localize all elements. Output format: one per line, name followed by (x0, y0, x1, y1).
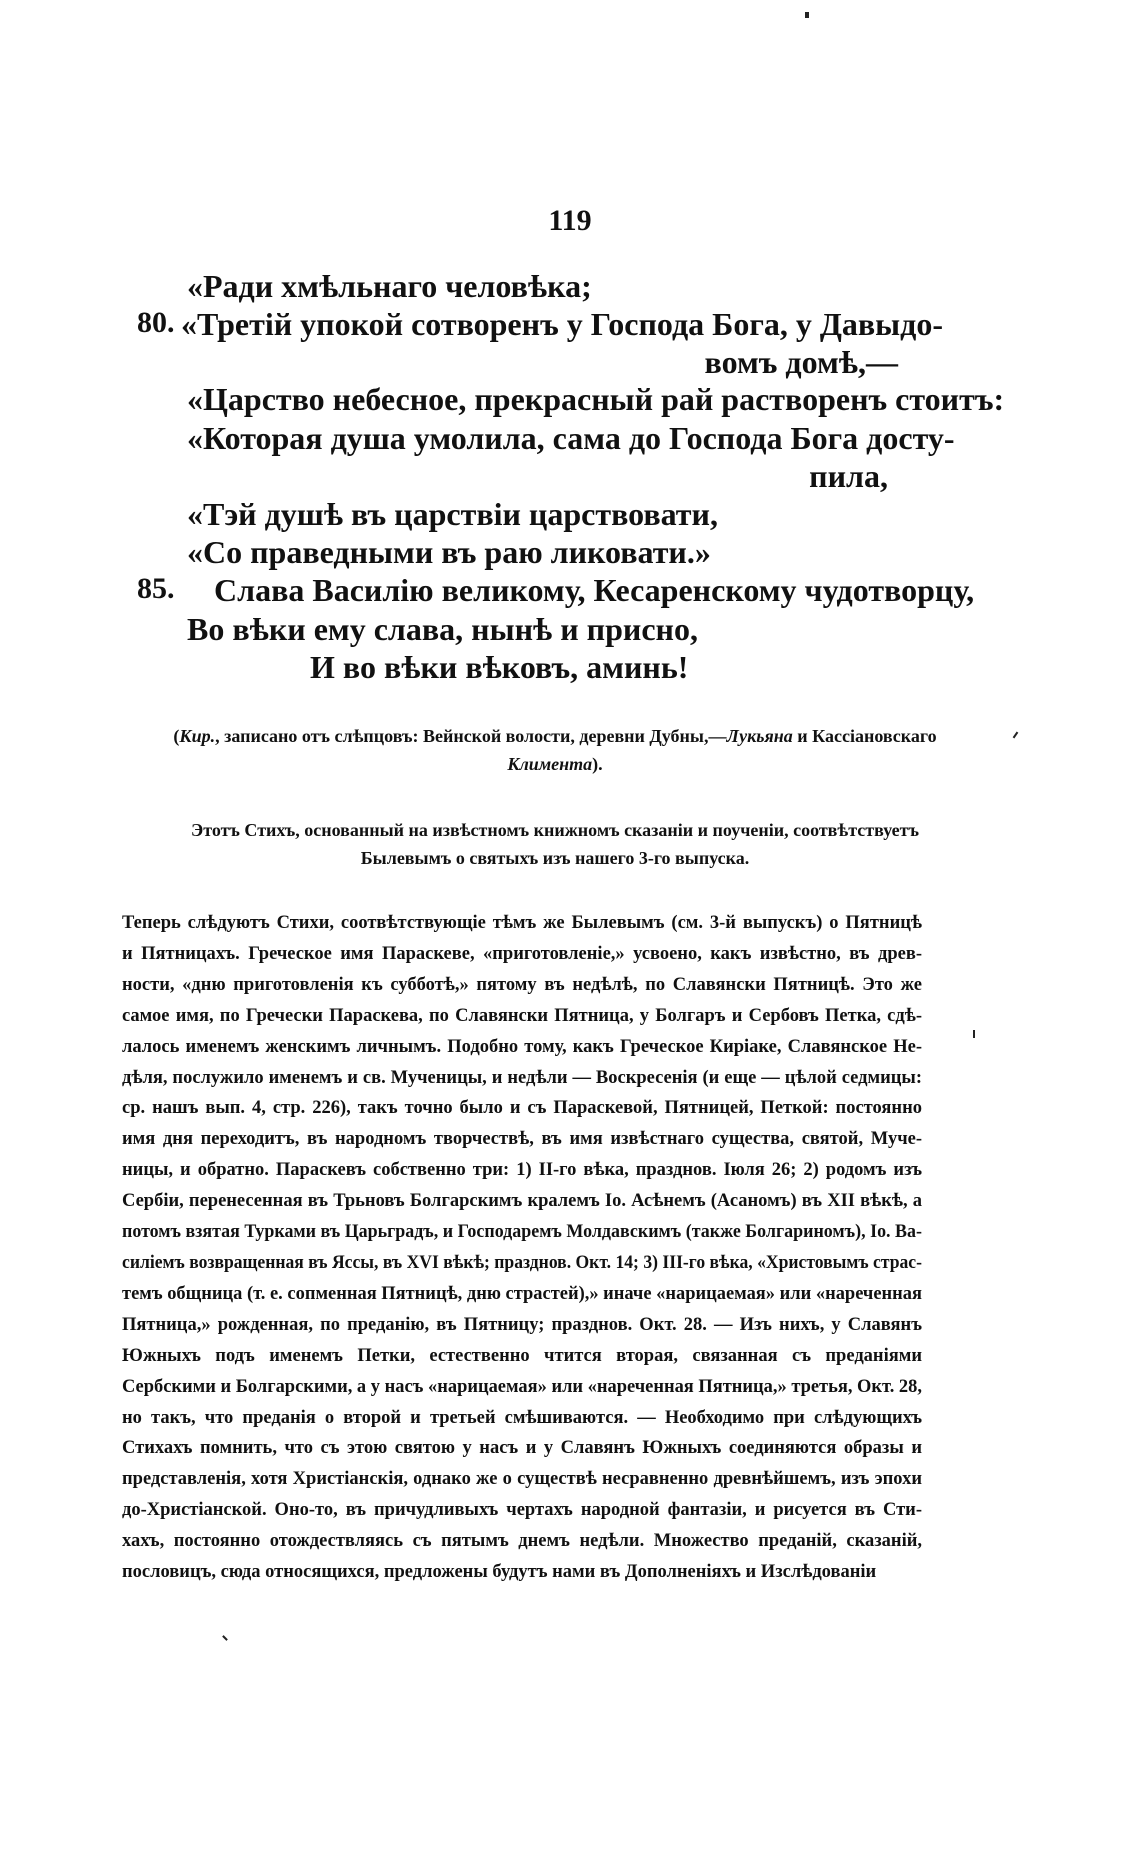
verse-line: «Которая душа умолила, сама до Господа Бога досту- (187, 420, 955, 456)
singer-name: Лукьяна (726, 726, 793, 746)
verse-line: Во вѣки ему слава, нынѣ и присно, (187, 611, 698, 647)
prose-line: пословицъ, сюда относящихся, предложены будутъ нами въ Дополненіяхъ и Изслѣдованіи (122, 1562, 877, 1583)
prose-line: имя дня переходитъ, въ народномъ творчествѣ, въ имя извѣстнаго существа, святой, Муче- (122, 1129, 922, 1150)
prose-line: Сербскими и Болгарскими, а у насъ «нарицаемая» или «нареченная Пятница,» третья, Окт. 28, (122, 1376, 922, 1397)
prose-line: ности, «дню приготовленія къ субботѣ,» пятому въ недѣлѣ, по Славянски Пятницѣ. Это же (122, 974, 922, 995)
prose-line: темъ общница (т. е. сопменная Пятницѣ, дню страстей),» иначе «нарицаемая» или «нареченная (122, 1283, 922, 1304)
prose-line: хахъ, постоянно отождествляясь съ пятымъ днемъ недѣли. Множество преданій, сказаній, (122, 1531, 922, 1552)
prose-paragraph (122, 908, 922, 1588)
source-note-line: Климента). (507, 754, 603, 774)
comment-line: Этотъ Стихъ, основанный на извѣстномъ книжномъ сказаніи и поученіи, соотвѣтствуетъ (191, 820, 919, 840)
prose-line: Пятница,» рожденная, по преданію, въ Пятницу; празднов. Окт. 28. — Изъ нихъ, у Славянъ (122, 1314, 922, 1335)
prose-line: и Пятницахъ. Греческое имя Параскеве, «приготовленіе,» усвоено, какъ извѣстно, въ древ- (122, 943, 922, 964)
prose-line: силіемъ возвращенная въ Яссы, въ XVI вѣкѣ; празднов. Окт. 14; 3) III-го вѣка, «Христовымъ страс- (122, 1252, 922, 1273)
source-abbreviation: Кир. (179, 726, 216, 746)
verse-number: 80. (137, 306, 175, 339)
verse-line: Слава Василію великому, Кесаренскому чудотворцу, (214, 572, 975, 608)
prose-line: но такъ, что преданія о второй и третьей смѣшиваются. — Необходимо при слѣдующихъ (122, 1407, 922, 1428)
scan-speck (222, 1635, 228, 1641)
prose-line: Южныхъ подъ именемъ Петки, естественно чтится вторая, связанная съ преданіями (122, 1345, 922, 1366)
verse-line: пила, (809, 458, 888, 494)
prose-line: ср. нашъ вып. 4, стр. 226), такъ точно было и съ Параскевой, Пятницей, Петкой: постоянно (122, 1098, 922, 1119)
verse-line: вомъ домѣ,— (704, 344, 898, 380)
scan-speck (805, 12, 809, 18)
verse-number: 85. (137, 572, 175, 605)
verse-line: «Тэй душѣ въ царствіи царствовати, (187, 496, 718, 532)
prose-line: Сербіи, перенесенная въ Трьновъ Болгарскимъ кралемъ Іо. Асѣнемъ (Асаномъ) въ XII вѣкѣ, а (122, 1191, 922, 1212)
scan-speck (1013, 732, 1019, 739)
source-note-line: (Кир., записано отъ слѣпцовъ: Вейнской волости, деревни Дубны,—Лукьяна и Кассіановскаго (173, 726, 937, 746)
prose-line: Стихахъ помнить, что съ этою святою у насъ и у Славянъ Южныхъ соединяются образы и (122, 1438, 922, 1459)
page-number: 119 (548, 204, 592, 237)
verse-line: «Царство небесное, прекрасный рай растворенъ стоитъ: (187, 381, 1005, 417)
verse-line: «Ради хмѣльнаго человѣка; (187, 268, 592, 304)
verse-line: «Третій упокой сотворенъ у Господа Бога, у Давыдо- (181, 306, 943, 342)
prose-line: представленія, хотя Христіанскія, однако же о существѣ несравненно древнѣйшемъ, изъ эпохи (122, 1469, 922, 1490)
singer-name: Климента (507, 754, 593, 774)
verse-line: И во вѣки вѣковъ, аминь! (310, 649, 689, 685)
prose-line: ницы, и обратно. Параскевъ собственно три: 1) II-го вѣка, празднов. Іюля 26; 2) родомъ изъ (122, 1160, 922, 1181)
comment-line: Былевымъ о святыхъ изъ нашего 3-го выпуска. (360, 848, 750, 868)
scan-speck (973, 1030, 975, 1038)
prose-line: лалось именемъ женскимъ личнымъ. Подобно тому, какъ Греческое Киріаке, Славянское Не- (122, 1036, 922, 1057)
prose-line: самое имя, по Гречески Параскева, по Славянски Пятница, у Болгаръ и Сербовъ Петка, сдѣ- (122, 1005, 922, 1026)
verse-line: «Со праведными въ раю ликовати.» (187, 534, 711, 570)
prose-line: до-Христіанской. Оно-то, въ причудливыхъ чертахъ народной фантазіи, и рисуется въ Сти- (122, 1500, 922, 1521)
prose-line: Теперь слѣдуютъ Стихи, соотвѣтствующіе тѣмъ же Былевымъ (см. 3-й выпускъ) о Пятницѣ (122, 913, 922, 933)
prose-line: дѣля, послужило именемъ и св. Мученицы, и недѣли — Воскресенія (и еще — цѣлой седмицы: (122, 1067, 922, 1088)
prose-line: потомъ взятая Турками въ Царьградъ, и Господаремъ Молдавскимъ (также Болгариномъ), Іо. Ва- (122, 1222, 922, 1243)
